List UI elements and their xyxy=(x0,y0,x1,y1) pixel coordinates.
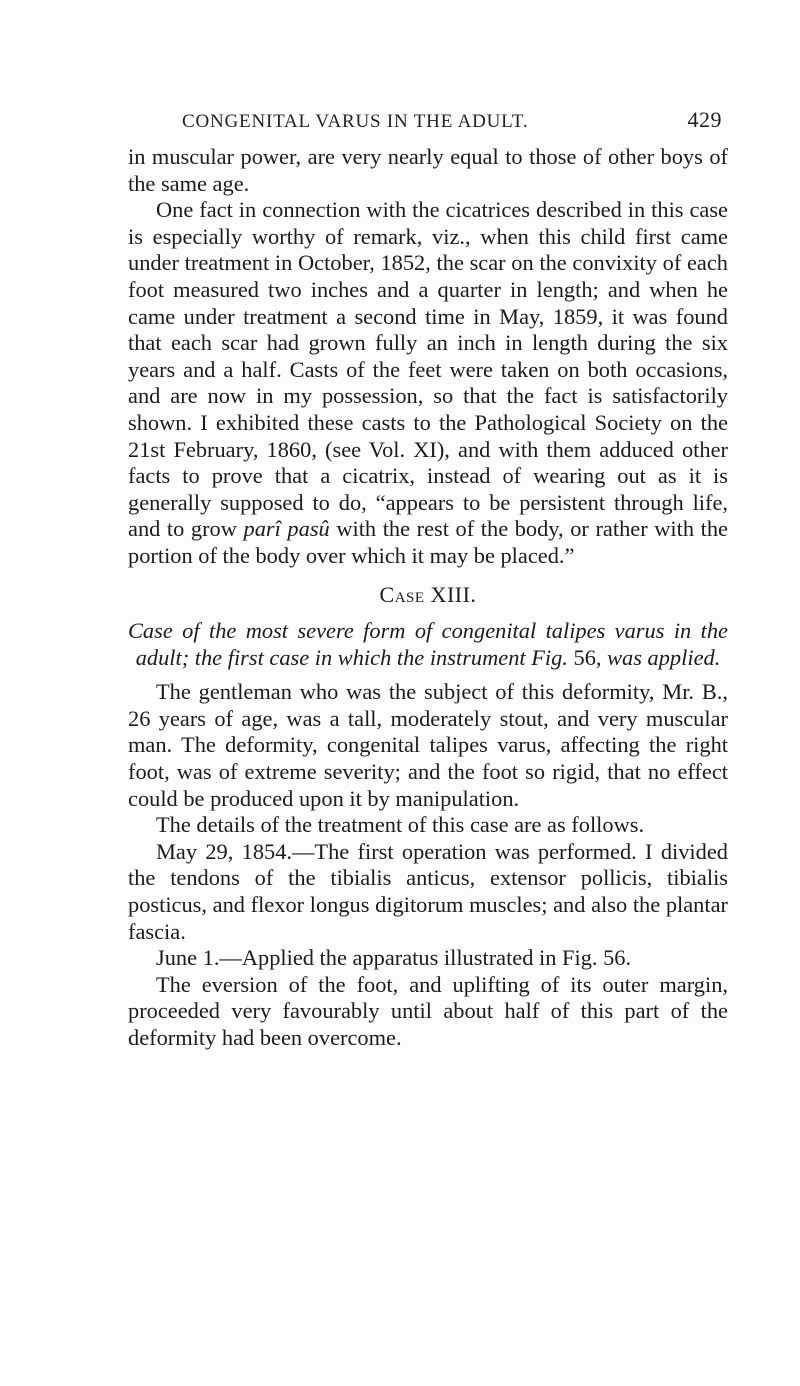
page-header xyxy=(182,107,722,133)
paragraph-cicatrices-end: with the rest of the body, or rather with the portion of the body over which it may be placed.” xyxy=(128,516,728,568)
paragraph-may-29: May 29, 1854.—The first operation was performed. I divided the tendons of the tibialis anticus, extensor pollicis, tibialis posticus, and flexor longus digitorum muscles; and also the plantar fascia. xyxy=(128,838,728,944)
case-description xyxy=(128,618,728,671)
case-heading: Case XIII. xyxy=(379,581,477,607)
running-title: CONGENITAL VARUS IN THE ADULT. xyxy=(182,111,529,132)
case-description-end: , was applied. xyxy=(595,644,721,670)
page-number: 429 xyxy=(687,107,722,132)
latin-phrase: parî pasû xyxy=(243,516,330,542)
paragraph-cicatrices xyxy=(128,197,728,569)
paragraph-cicatrices-text: One fact in connection with the cicatrices described in this case is especially worthy of remark, viz., when this child first came under treatment in October, 1852, the scar on the convixity of each foot measured two inches and a quarter in length; and when he came under treatment a second time in May, 1859, it was found that each scar had grown fully an inch in length during the six years and a half. Casts of the feet were taken on both occasions, and are now in my possession, so that the fact is satisfactorily shown. I exhibited these casts to the Pathological Society on the 21st February, 1860, (see Vol. XI), and with them adduced other facts to prove that a cicatrix, instead of wearing out as it is generally supposed to do, “appears to be persistent through life, and to grow xyxy=(128,197,728,542)
case-description-text: Case of the most severe form of congenital talipes varus in the adult; the first case in which the instrument Fig. xyxy=(128,618,728,670)
figure-number: 56 xyxy=(573,644,596,670)
paragraph-details: The details of the treatment of this case are as follows. xyxy=(156,812,645,838)
paragraph-subject: The gentleman who was the subject of this deformity, Mr. B., 26 years of age, was a tall, moderately stout, and very muscular man. The deformity, congenital talipes varus, affecting the right foot, was of extreme severity; and the foot so rigid, that no effect could be produced upon it by manipulation. xyxy=(128,679,728,811)
body-text xyxy=(128,144,728,1052)
paragraph-eversion: The eversion of the foot, and uplifting of its outer margin, proceeded very favourably until about half of this part of the deformity had been overcome. xyxy=(128,971,728,1050)
paragraph-continued: in muscular power, are very nearly equal to those of other boys of the same age. xyxy=(128,144,728,196)
paragraph-june-1: June 1.—Applied the apparatus illustrated in Fig. 56. xyxy=(156,945,632,971)
